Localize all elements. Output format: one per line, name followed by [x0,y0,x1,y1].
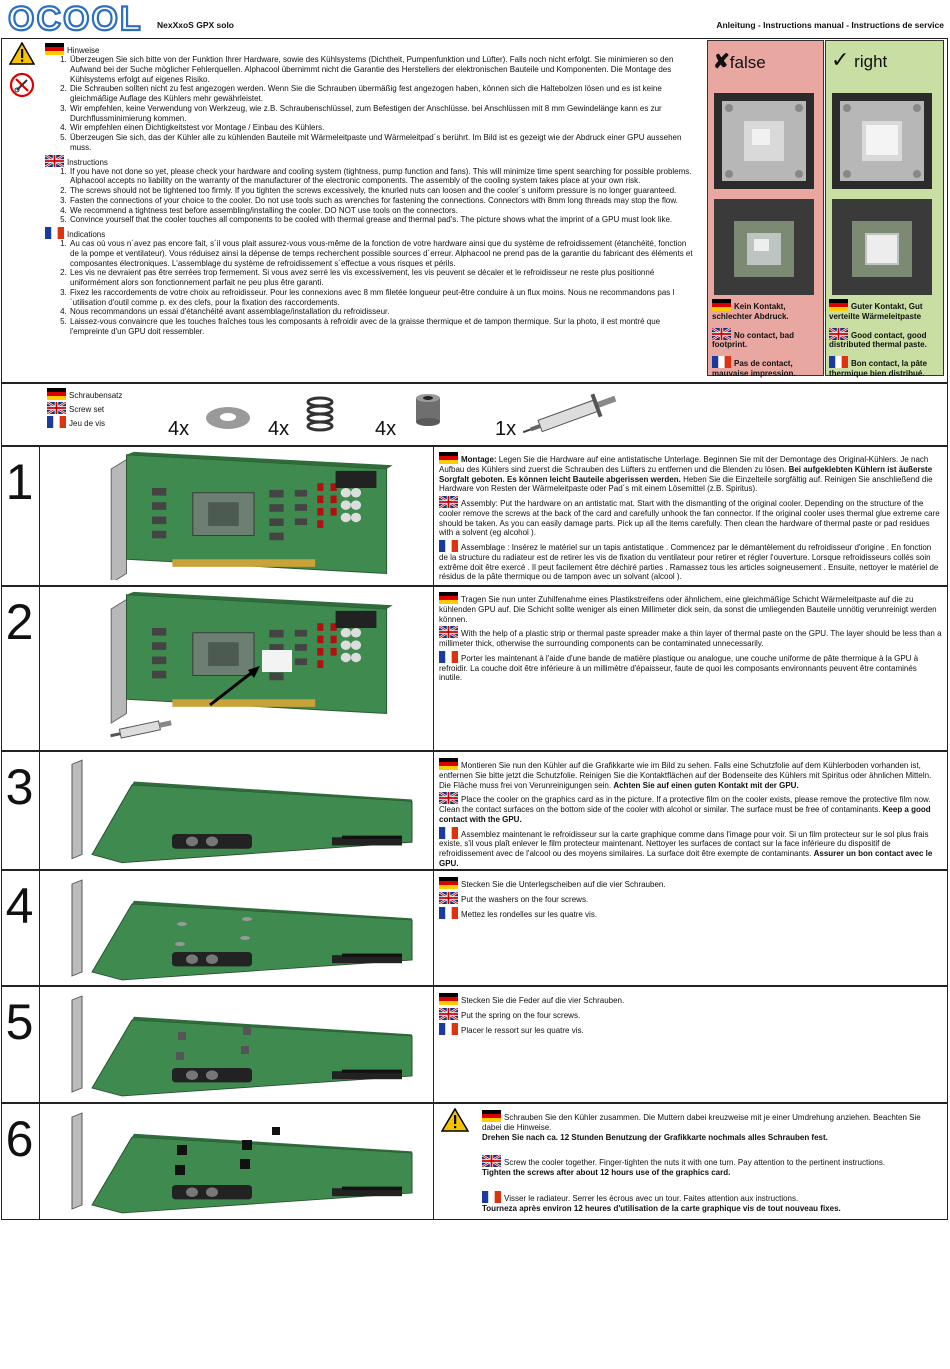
step-de-text: Stecken Sie die Feder auf die vier Schrauben. [461,996,625,1005]
product-name: NexXxoS GPX solo [157,20,234,30]
step-fr [439,907,942,920]
warning-icon [441,1108,469,1132]
step-en-text: Screw the cooler together. Finger-tighten the nuts it with one turn. Pay attention to the pertinent instructions. [504,1158,886,1168]
german-flag-icon [439,592,458,604]
false-en-text: No contact, bad footprint. [712,330,795,350]
right-fr-text: Bon contact, la pâte thermique bien distribué. [829,359,928,378]
step-de [439,877,942,890]
step-divider [433,871,434,985]
list-item: 2. Die Schrauben sollten nicht zu fest angezogen werden. Wenn Sie die Schrauben übermäßig fest angezogen haben, können sich die Haltebolzen lösen und es ist keine gleichmäßige Auflage des Kühlers mehr gewährleistet. [69,84,695,104]
step-de-bold: Achten Sie auf einen guten Kontakt mit der GPU. [613,780,799,790]
screwset-fr [47,416,122,429]
uk-flag-icon [712,328,731,340]
right-label: right [854,52,888,71]
german-flag-icon [439,877,458,889]
uk-flag-icon [47,402,66,414]
step-fr-text: Visser le radiateur. Serrer les écrous avec un tour. Faites attention aux instructions. [504,1193,799,1203]
step-en [439,892,942,905]
step-en-text: Put the spring on the four screws. [461,1010,581,1020]
right-de-text: Guter Kontakt, Gut verteilte Wärmeleitpaste [829,302,923,321]
step-fr-text: Placer le ressort sur les quatre vis. [461,1025,584,1035]
list-item: 1. Au cas où vous n´avez pas encore fait, s´il vous plait assurez-vous vous-même de la fonction de votre hardware ainsi que du système de refroidissement (étanchéité, fonction de la pompe et ventilateur). Vous réduisez ainsi la dépense de temps recherchent possible sources d´erreur. Alphacool ne prend pas de la garantie du fabricant des éléments et composantes électroniques. L'assemblage du système de refroidissement s´effectue a vous risques et périls. [69,239,695,268]
step-en [439,496,942,538]
screwset-en [47,402,122,415]
uk-flag-icon [482,1155,501,1167]
cross-icon: ✘ [713,51,730,73]
notes-de-title: Hinweise [67,46,100,55]
springs-image [62,988,422,1100]
step-en-text: Place the cooler on the graphics card as in the picture. If a protective film on the cooler exists, please remove the protective film now. Clean the contact surfaces on the bottom side of the cooler with alcohol or similar. The surface must be free of contaminants. [439,795,931,814]
step-fr [439,1023,942,1036]
step-de-bold: Drehen Sie nach ca. 12 Stunden Benutzung der Grafikkarte nochmals alles Schrauben fest. [482,1132,828,1142]
washer-quantity: 4x [168,418,190,440]
step-text [439,758,942,871]
list-item: 1. Überzeugen Sie sich bitte von der Funktion Ihrer Hardware, sowie des Kühlsystems (Dichtheit, Pumpenfunktion und Lüfter). Falls noch nicht erfolgt. Sie minimieren so den Aufwand bei der Suche möglicher Fehlerquellen. Alphacool übernimmt nicht die Garantie des Herstellers der elektronischen Bauteile und Komponenten. Die Montage des Kühlsystems erfolgt auf eigenes Risiko. [69,55,695,84]
step-text [439,452,942,584]
check-icon: ✓ [831,47,850,72]
step-de [439,993,942,1006]
step-text [482,1110,942,1215]
notes-text [45,41,695,337]
german-flag-icon [439,452,458,464]
list-item: 2. The screws should not be tightened too firmly. If you tighten the screws excessively, the knurled nuts can loosen and the cooler´s uniform pressure is no longer guaranteed. [69,186,695,196]
step-text [439,592,942,685]
step-de-bold: Montage: [461,455,497,464]
right-en-text: Good contact, good distributed thermal paste. [829,330,927,350]
screwset-de-text: Schraubensatz [69,391,123,400]
false-header [713,49,766,74]
alphacool-logo [8,3,154,35]
uk-flag-icon [45,155,64,167]
french-flag-icon [439,540,458,552]
step-divider [433,1104,434,1219]
french-flag-icon [829,356,848,368]
step-de-text: Montieren Sie nun den Kühler auf die Grafikkarte wie im Bild zu sehen. Falls eine Schutzfolie auf dem Kühlerboden vorhanden ist, entfernen Sie bitte jetzt die Schutzfolie. Reinigen Sie die Kontaktflächen auf der Bodenseite des Kühlers mit Spiritus oder ähnlichen Mitteln. Die Fläche muss frei von Verunreinigungen sein. [439,761,932,790]
step-de [482,1110,942,1142]
false-fr-text: Pas de contact, mauvaise impression. [712,359,796,378]
german-flag-icon [712,299,731,311]
notes-en-list [69,167,695,226]
step-en-text: Assembly: Put the hardware on an antistatic mat. Start with the dismantling of the original cooler. Depending on the structure of the cooler remove the screws at the back of the card and carefully unhook the fan connector. If the original cooler uses thermal glue extreme care should be taken. As you can easily damage parts. Pick up all the items carefully. Then clean the hardware of thermal paste or pad residues with a solvent (eg alcohol ). [439,499,940,538]
step-de-text2: Heben Sie die Einzelteile sorgfältig auf. Reinigen Sie anschließend die Hardware von Resten der Wärmeleitpaste oder Pad´s mit einem Lösemittel (z.B. Spiritus). [439,474,933,494]
german-flag-icon [439,993,458,1005]
screw-set-labels [47,388,122,428]
list-item: 3. Fasten the connections of your choice to the cooler. Do not use tools such as wrenches for fastening the connections. Connectors with 8mm long threads may stop the flow. [69,196,695,206]
notes-de-heading [45,43,695,55]
step-divider [433,587,434,750]
gpu-bad-image [714,199,814,295]
french-flag-icon [439,827,458,839]
uk-flag-icon [439,626,458,638]
list-item: 5. Laissez-vous convaincre que les touches fraîches tous les composants à refroidir avec de la graisse thermique et de tampon thermique. Sur la photo, il est montré que l'empreinte d'un GPU doit ressembler. [69,317,695,337]
spring-quantity: 4x [268,418,290,440]
step-fr-text: Mettez les rondelles sur les quatre vis. [461,909,598,919]
washer-icon [204,405,252,431]
document-header [0,0,950,38]
thermal-paste-syringe-icon [518,388,628,440]
false-de-text: Kein Kontakt, schlechter Abdruck. [712,302,789,321]
step-text [439,993,942,1037]
step-de-text: Tragen Sie nun unter Zuhilfenahme eines Plastikstreifens oder ähnlichem, eine gleichmäßige Schicht Wärmeleitpaste auf die zu kühlenden GPU auf. Die Schicht sollte weniger als einen Millimeter dick sein, da sonst die umliegenden Bauteile unnötig verunreinigt werden können. [439,595,937,624]
step-number: 5 [0,987,40,1102]
uk-flag-icon [439,792,458,804]
right-de-note [829,299,943,322]
notes-en-title: Instructions [67,157,108,167]
french-flag-icon [439,1023,458,1035]
list-item: 3. Fixez les raccordements de votre choix au refroidisseur. Pour les connexions avec 8 mm filetée longueur peut-être conduire à un flux moins. Nous ne recommandons pas l´utilisation d'outil comme p. ex des clefs, pour la fixation des raccordements. [69,288,695,308]
german-flag-icon [439,758,458,770]
step-fr [482,1191,942,1214]
french-flag-icon [482,1191,501,1203]
german-flag-icon [47,388,66,400]
notes-de-list [69,55,695,153]
list-item: 3. Wir empfehlen, keine Verwendung von Werkzeug, wie z.B. Schraubenschlüssel, zum Befestigen der Anschlüsse. bei Anschlüssen mit 8 mm Gewindelänge kann es zur Durchflussminimierung kommen. [69,104,695,124]
step-de [439,758,942,790]
false-fr-note [712,356,822,379]
step-divider [433,752,434,869]
step-number: 1 [0,447,40,585]
step-number: 4 [0,871,40,985]
uk-flag-icon [439,1008,458,1020]
notes-en-heading [45,155,695,167]
assembled-cooler-image [62,1105,422,1217]
step-fr-text: Porter les maintenant à l'aide d'une bande de matière plastique ou analogue, une couche uniforme de pâte thermique à la GPU à refroidir. La couche doit être inférieure à un millimètre d'épaisseur, faute de quoi les composants environnants peuvent être contaminés inutile. [439,653,919,683]
list-item: 4. Wir empfehlen einen Dichtigkeitstest vor Montage / Einbau des Kühlers. [69,123,695,133]
false-label: false [729,53,766,72]
nut-quantity: 4x [375,418,397,440]
french-flag-icon [439,907,458,919]
uk-flag-icon [439,496,458,508]
step-text [439,877,942,921]
step-fr [439,651,942,683]
notes-fr-heading [45,227,695,239]
step-de [439,452,942,494]
step-divider [433,987,434,1102]
list-item: 5. Convince yourself that the cooler touches all components to be cooled with thermal grease and thermal pad's. The picture shows what the imprint of a GPU must look like. [69,215,695,225]
compare-right-panel [825,40,944,376]
notes-fr-title: Indications [67,230,106,239]
step-number: 2 [0,587,40,750]
french-flag-icon [439,651,458,663]
document-title: Anleitung - Instructions manual - Instructions de service [716,20,944,30]
step-de-text: Schrauben Sie den Kühler zusammen. Die Muttern dabei kreuzweise mit je einer Umdrehung anziehen. Beachten Sie dabei die Hinweise. [482,1113,921,1132]
german-flag-icon [482,1110,501,1122]
step-number: 6 [0,1104,40,1219]
step-en [439,792,942,824]
step-en-text: With the help of a plastic strip or thermal paste spreader make a thin layer of thermal paste on the GPU. The layer should be less than a millimeter thick, otherwise the surrounding components can be contaminated unnecessarily. [439,629,942,648]
step-number: 3 [0,752,40,869]
step-en [439,626,942,649]
knurled-nut-icon [414,392,442,426]
graphics-card-paste-image [50,590,430,745]
gpu-good-image [832,199,932,295]
german-flag-icon [45,43,64,55]
washers-image [62,872,422,984]
list-item: 5. Überzeugen Sie sich, das der Kühler alle zu kühlenden Bauteile mit Wärmeleitpaste und Wärmeleitpad´s berührt. Im Bild ist es gezeigt wie der Abdruck einer GPU aussehen muss. [69,133,695,153]
step-divider [433,447,434,585]
step-de-text: Legen Sie die Hardware auf eine antistatische Unterlage. Beginnen Sie mit der Demontage des Original-Kühlers. Je nach Aufbau des Kühlers sind zuerst die Schrauben des Lüfters zu entfernen und die Blenden zu lösen. [439,455,929,474]
step-en-bold: Tighten the screws after about 12 hours use of the graphics card. [482,1168,731,1177]
svg-text:OCOOL: OCOOL [8,3,143,35]
spring-icon [305,396,335,432]
german-flag-icon [829,299,848,311]
screw-set-box [1,383,948,446]
list-item: 4. Nous recommandons un essai d'étanchéité avant assemblage/installation du refroidisseur. [69,307,695,317]
screwset-en-text: Screw set [69,404,105,414]
right-header [831,47,887,73]
cooler-placement-image [62,752,422,867]
list-item: 2. Les vis ne devraient pas être serrées trop fermement. Si vous avez serré les vis excessivement, les vis peuvent se décaler et le refroidisseur ne reste plus positionné uniformément alors son fonctionnement parfait ne peu plus être garanti. [69,268,695,288]
syringe-quantity: 1x [495,418,517,440]
right-en-note [829,328,943,351]
step-en [482,1155,942,1178]
compare-false-panel [707,40,824,376]
warning-icon [9,42,35,70]
french-flag-icon [47,416,66,428]
step-fr [439,827,942,869]
uk-flag-icon [829,328,848,340]
cooler-imprint-good-image [832,93,932,189]
step-de-bold2: Bei aufgeklebten Kühlern ist äußerste Sorgfalt geboten. Es können leicht Bauteile abgerissen werden. [439,464,933,484]
list-item: 1. If you have not done so yet, please check your hardware and cooling system (tightness, pump function and fans). This will minimize time spent searching for possible problems. Alphacool accepts no liability on the warranty of the manufacturer of the electronic components. The assembly of the cooling system takes place at your own risk. [69,167,695,187]
step-en-bold: Keep a good contact with the GPU. [439,805,931,824]
screwset-fr-text: Jeu de vis [69,418,106,428]
graphics-card-image [50,450,430,580]
uk-flag-icon [439,892,458,904]
false-en-note [712,328,822,351]
step-de [439,592,942,624]
step-en [439,1008,942,1021]
step-fr-bold: Assurer un bon contact avec le GPU. [439,849,933,868]
french-flag-icon [45,227,64,239]
right-fr-note [829,356,943,379]
step-fr-bold: Tourneza après environ 12 heures d'utilisation de la carte graphique vis de tout nouveau fixes. [482,1203,841,1213]
french-flag-icon [712,356,731,368]
step-fr-text: Assemblage : Insérez le matériel sur un tapis antistatique . Commencez par le démantèlement du refroidisseur d'origine . En fonction de la structure du radiateur est de retirer les vis de fixation du ventilateur pour retirer et régler l'ouverture. Lorsque refroidisseurs collés soin extrême doit être exercé . Il peut facilement être déchiré parties . Ramassez tous les articles soigneusement . Ensuite, nettoyer le matériel de résidus de la pâte thermique ou de tampon avec un solvant (alcool ). [439,543,939,582]
notes-fr-list [69,239,695,337]
screwset-de [47,388,122,401]
step-fr-text: Assemblez maintenant le refroidisseur sur la carte graphique comme dans l'image pour voir. Si un film protecteur sur le sol plus frais existe, s'il vous plaît enlever le film protecteur maintenant. Nettoyer les surfaces de contact sur la face inférieure du dispositif de refroidissement avec de l'alcool ou des moyens similaires. La surface doit être exempte de contaminants. [439,829,929,858]
step-fr [439,540,942,582]
no-tools-icon [9,72,35,103]
list-item: 4. We recommend a tightness test before assembling/installing the cooler. DO NOT use tools on the connectors. [69,206,695,216]
cooler-imprint-bad-image [714,93,814,189]
false-de-note [712,299,822,322]
step-de-text: Stecken Sie die Unterlegscheiben auf die vier Schrauben. [461,880,666,889]
step-en-text: Put the washers on the four screws. [461,894,589,904]
